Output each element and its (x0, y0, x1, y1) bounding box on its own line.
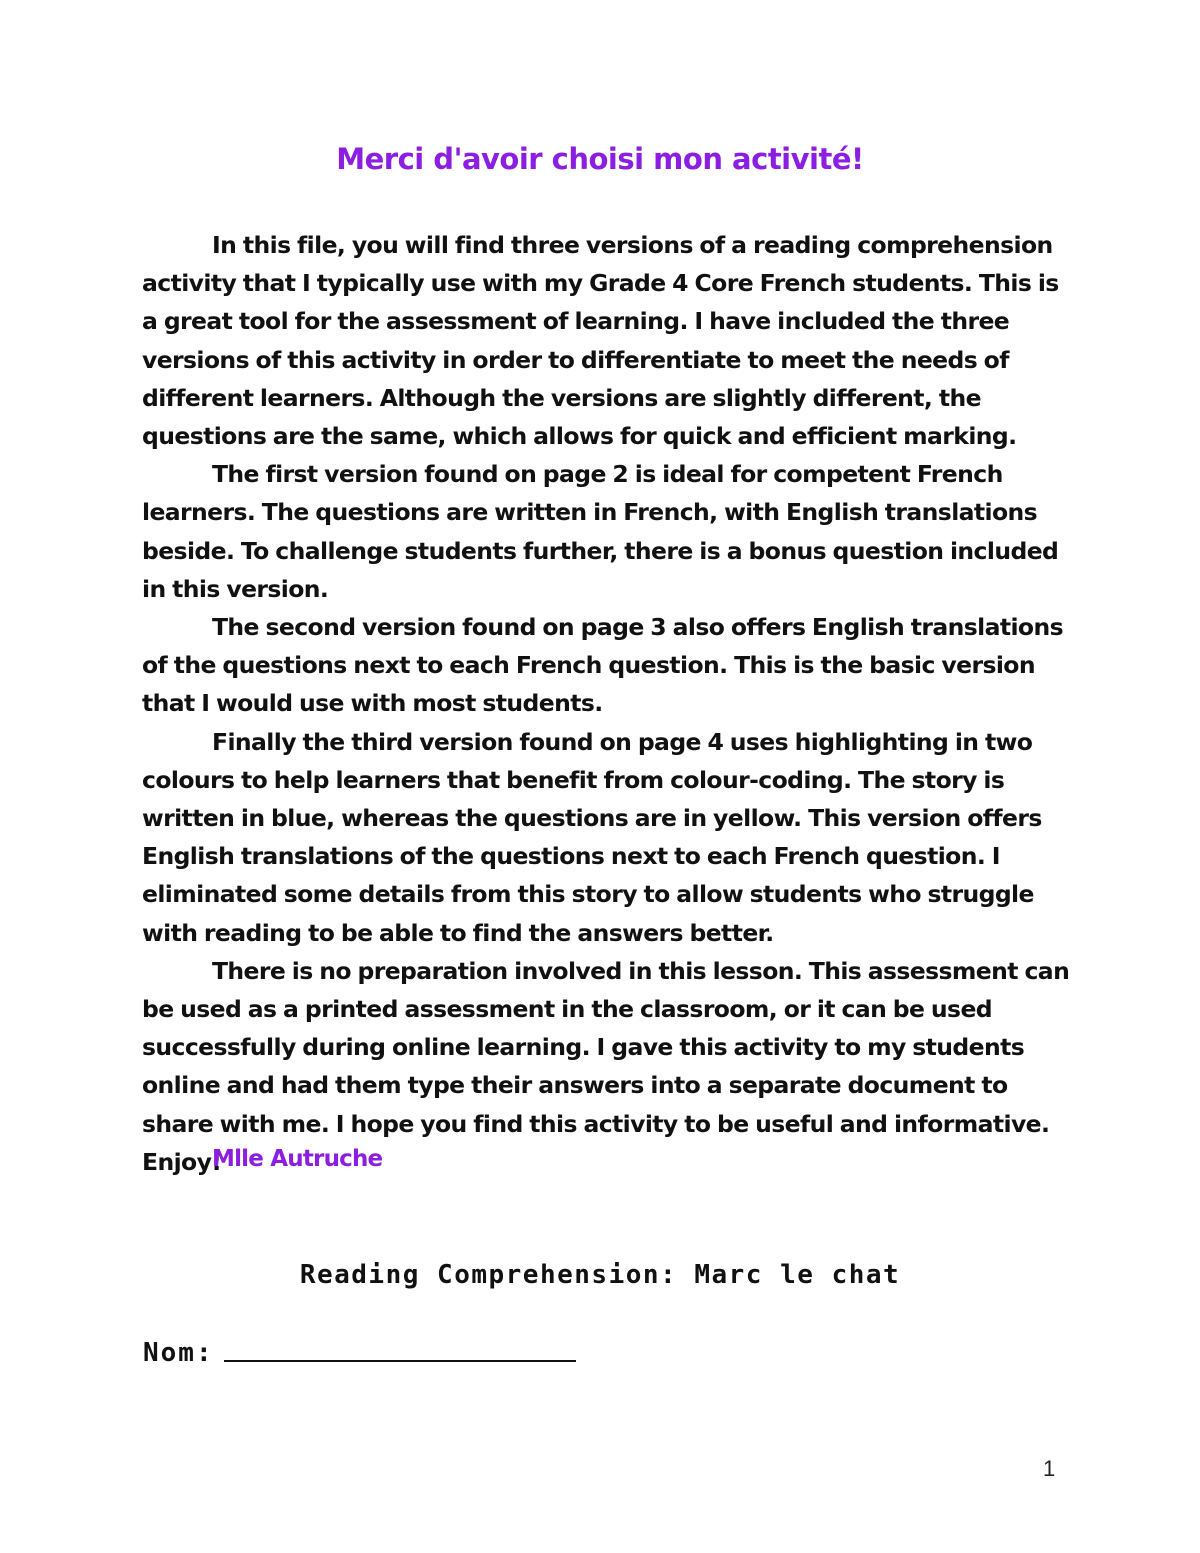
name-label: Nom: (143, 1338, 214, 1368)
intro-body (142, 226, 1072, 1181)
paragraph-version-two: The second version found on page 3 also offers English translations of the questions next to each French question. This is the basic version that I would use with most students. (142, 613, 1063, 718)
author-signature: Mlle Autruche (212, 1146, 383, 1172)
name-field (143, 1338, 576, 1368)
paragraph-overview: In this file, you will find three versions of a reading comprehension activity that I typically use with my Grade 4 Core French students. This is a great tool for the assessment of learning. I have included the three versions of this activity in order to differentiate to meet the needs of different learners. Although the versions are slightly different, the questions are the same, which allows for quick and efficient marking. (142, 231, 1059, 451)
name-blank-line (224, 1360, 576, 1362)
paragraph-preparation: There is no preparation involved in this lesson. This assessment can be used as a printed assessment in the classroom, or it can be used successfully during online learning. I gave this activity to my students online and had them type their answers into a separate document to share with me. I hope you find this activity to be useful and informative. Enjoy! (142, 956, 1070, 1176)
paragraph-version-one: The first version found on page 2 is ideal for competent French learners. The questions are written in French, with English translations beside. To challenge students further, there is a bonus question included in this version. (142, 460, 1059, 603)
paragraph-version-three: Finally the third version found on page 4 uses highlighting in two colours to help learners that benefit from colour-coding. The story is written in blue, whereas the questions are in yellow. This version offers English translations of the questions next to each French question. I eliminated some details from this story to allow students who struggle with reading to be able to find the answers better. (142, 727, 1042, 947)
worksheet-title: Reading Comprehension: Marc le chat (299, 1260, 901, 1290)
page-number: 1 (1043, 1456, 1056, 1481)
page-title: Merci d'avoir choisi mon activité! (336, 142, 864, 176)
